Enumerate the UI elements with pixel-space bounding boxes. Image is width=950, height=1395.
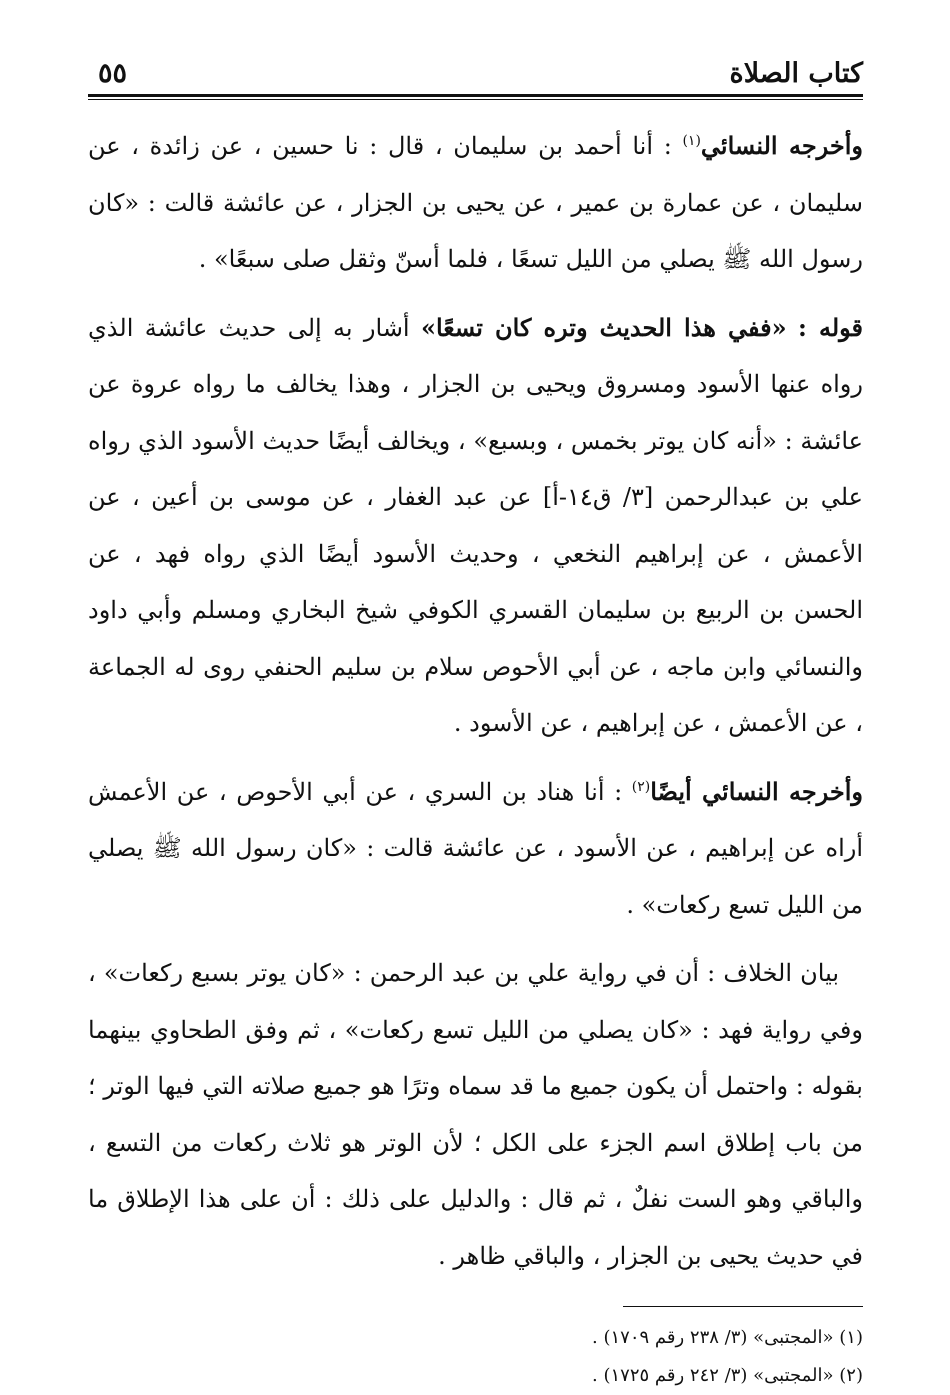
document-page — [88, 40, 863, 1395]
header-rule-thick — [88, 94, 863, 97]
paragraph-body: بيان الخلاف : أن في رواية علي بن عبد الرحمن : «كان يوتر بسبع ركعات» ، وفي رواية فهد : «كان يصلي من الليل تسع ركعات» ، ثم وفق الطحاوي بينهما بقوله : واحتمل أن يكون جميع ما قد سماه وترًا هو جميع صلاته التي فيها الوتر ؛ من باب إطلاق اسم الجزء على الكل ؛ لأن الوتر هو ثلاث ركعات من التسع ، والباقي وهو الست نفلٌ ، ثم قال : والدليل على ذلك : أن على هذا الإطلاق ما في حديث يحيى بن الجزار ، والباقي ظاهر . — [88, 959, 863, 1270]
footnote-2: (٢) «المجتبى» (٣/ ٢٤٢ رقم ١٧٢٥) . — [592, 1365, 863, 1386]
paragraph-lead: وأخرجه النسائي — [700, 131, 863, 160]
footnotes — [88, 1319, 863, 1395]
paragraph-nasai-2 — [88, 764, 863, 934]
footnote-ref: (١) — [682, 133, 701, 149]
header-rule-thin — [88, 99, 863, 100]
paragraph-body: : أنا أحمد بن سليمان ، قال : نا حسين ، عن زائدة ، عن سليمان ، عن عمارة بن عمير ، عن يحيى بن الجزار ، عن عائشة قالت : «كان رسول الله ﷺ يصلي من الليل تسعًا ، فلما أسنّ وثقل صلى سبعًا» . — [88, 132, 863, 273]
paragraph-qawluhu — [88, 300, 863, 752]
paragraph-body: أشار به إلى حديث عائشة الذي رواه عنها الأسود ومسروق ويحيى بن الجزار ، وهذا يخالف ما رواه عروة عن عائشة : «أنه كان يوتر بخمس ، وبسبع» ، ويخالف أيضًا حديث الأسود الذي رواه علي بن عبدالرحمن [٣/ ق١٤-أ] عن عبد الغفار ، عن موسى بن أعين ، عن الأعمش ، عن إبراهيم النخعي ، وحديث الأسود أيضًا الذي رواه فهد ، عن الحسن بن الربيع بن سليمان القسري الكوفي شيخ البخاري ومسلم وأبي داود والنسائي وابن ماجه ، عن أبي الأحوص سلام بن سليم الحنفي روى له الجماعة ، عن الأعمش ، عن إبراهيم ، عن الأسود . — [88, 313, 863, 737]
book-title: كتاب الصلاة — [729, 58, 863, 89]
paragraph-lead: وأخرجه النسائي أيضًا — [650, 776, 863, 806]
main-text — [88, 118, 863, 1284]
paragraph-nasai-1 — [88, 118, 863, 288]
footnote-1: (١) «المجتبى» (٣/ ٢٣٨ رقم ١٧٠٩) . — [592, 1327, 863, 1348]
paragraph-lead: قوله : — [798, 312, 864, 342]
footnote-separator — [623, 1306, 863, 1307]
footnote-ref: (٢) — [631, 778, 651, 795]
page-number: ٥٥ — [98, 58, 128, 89]
paragraph-body: : أنا هناد بن السري ، عن أبي الأحوص ، عن الأعمش أراه عن إبراهيم ، عن الأسود ، عن عائشة قالت : «كان رسول الله ﷺ يصلي من الليل تسع ركعات» . — [88, 777, 863, 919]
quoted-phrase: «ففي هذا الحديث وتره كان تسعًا» — [420, 312, 787, 342]
running-header — [88, 40, 863, 90]
paragraph-bayan-khilaf — [88, 945, 863, 1284]
